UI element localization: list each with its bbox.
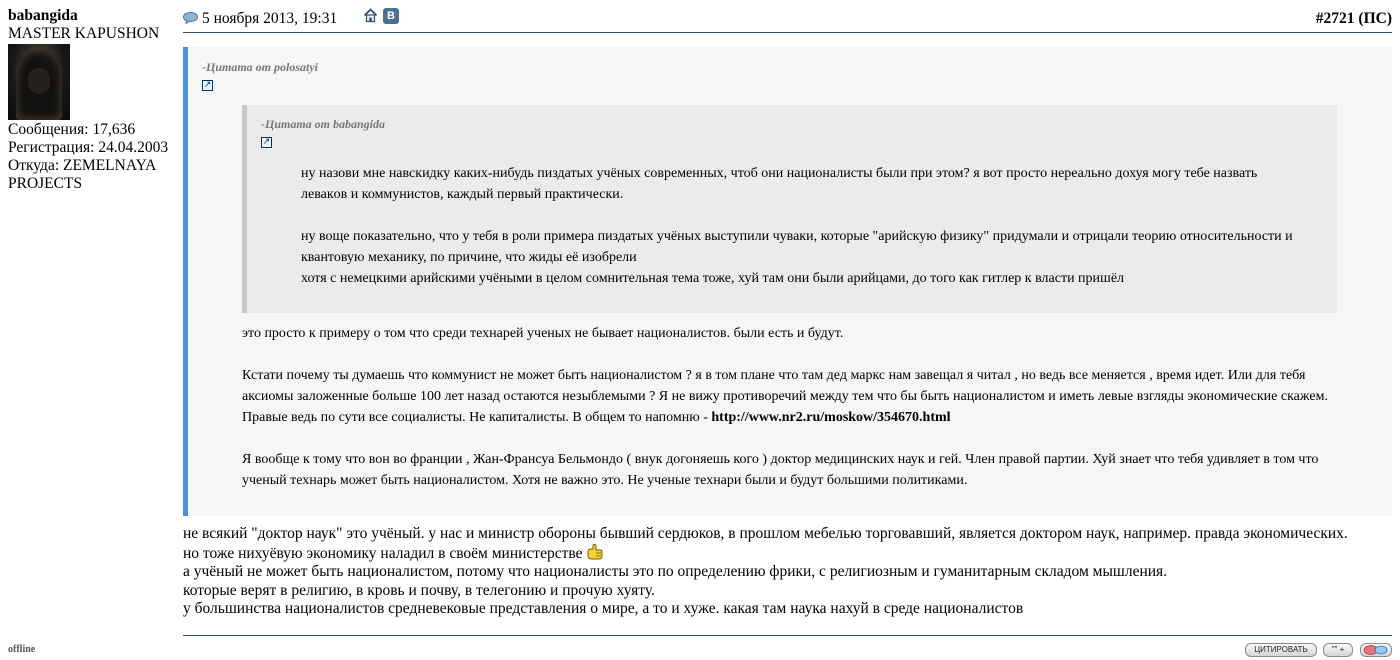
- quote-outer-line: это просто к примеру о том что среди технарей ученых не бывает националистов. были есть и будут.: [242, 326, 844, 341]
- quote-inner-text: [301, 163, 1301, 289]
- post-footer-divider: [183, 635, 1392, 636]
- quote-inner-line: ну воще показательно, что у тебя в роли примера пиздатых учёных выступили чуваки, которые "арийскую физику" придумали и отрицали теорию относительности и квантовую механику, по причине, что жиды её изобрели: [301, 229, 1293, 265]
- quote-inner-line: хотя с немецкими арийскими учёными в целом сомнительная тема тоже, хуй там они были арийцами, до того как гитлер к власти пришёл: [301, 271, 1125, 286]
- user-registration: Регистрация: 24.04.2003: [8, 139, 169, 156]
- vk-icon[interactable]: B: [383, 8, 399, 24]
- avatar[interactable]: [8, 44, 70, 120]
- username-link[interactable]: babangida: [8, 7, 78, 24]
- message-line: которые верят в религию, в кровь и почву, в телегонию и прочую хуяту.: [183, 581, 655, 599]
- post-icon: [183, 12, 198, 24]
- message-line: но тоже нихуёвую экономику наладил в своём министерстве: [183, 544, 1393, 564]
- quote-inner: [242, 105, 1337, 313]
- quote-outer-line: Я вообще к тому что вон во франции , Жан-Франсуа Бельмондо ( внук догоняешь кого ) доктор медицинских наук и гей. Член правой партии. Хуй знает что тебя удивляет в том что ученый технарь может быть националистом. Хотя не важно это. Не ученые технари были и будут большими политиками.: [242, 452, 1319, 488]
- post-suffix: (ПС): [1358, 10, 1392, 27]
- avatar-face-shape: [28, 68, 50, 94]
- post-number[interactable]: [1316, 10, 1392, 28]
- online-status: offline: [8, 644, 36, 655]
- post-message: [183, 525, 1393, 619]
- message-line: не всякий "доктор наук" это учёный. у нас и министр обороны бывший сердюков, в прошлом мебелью торговавший, является доктором наук, например. правда экономических.: [183, 525, 1348, 542]
- quote-outer-text: [242, 323, 1352, 491]
- quote-outer: [183, 47, 1392, 516]
- quote-inner-line: ну назови мне навскидку каких-нибудь пиздатых учёных современных, чтоб они националисты были при этом? я вот просто нереально дохуя могу тебе назвать левакoв и коммунистов, каждый первый практически.: [301, 166, 1258, 202]
- goto-post-icon[interactable]: ↗: [203, 80, 212, 90]
- user-info: [8, 7, 180, 193]
- quote-outer-line: Кстати почему ты думаешь что коммунист не может быть националистом ? я в том плане что там дед маркс нам завещал я читал , но ведь все меняется , время идет. Или для тебя аксиомы заложенные больше 100 лет назад остаются незыблемыми ? Я не вижу противоречий между тем что бы быть националистом и иметь левые взгляды экономические скажем. Правые ведь по сути все социалисты. Не капиталисты. В общем то напомню - http://www.nr2.ru/moskow/354670.html: [242, 368, 1328, 425]
- goto-post-icon-inner[interactable]: ↗: [262, 137, 271, 147]
- multiquote-button[interactable]: "" +: [1323, 643, 1353, 657]
- post-date: 5 ноября 2013, 19:31: [202, 10, 338, 27]
- quote-author-inner: -Цитата от babangida: [261, 117, 386, 131]
- home-icon[interactable]: [363, 8, 378, 23]
- quote-button[interactable]: ЦИТИРОВАТЬ: [1245, 643, 1317, 657]
- post-number-link[interactable]: #2721: [1315, 10, 1355, 27]
- message-line: а учёный не может быть националистом, потому что националисты это по определению фрики, с религиозным и гуманитарным складом мышления.: [183, 563, 1168, 580]
- quick-reply-icon: [1362, 644, 1390, 656]
- user-post-count: Сообщения: 17,636: [8, 121, 136, 138]
- user-location: Откуда: ZEMELNAYA PROJECTS: [8, 157, 156, 192]
- message-line: у большинства националистов средневековые представления о мире, а то и хуже. какая там наука нахуй в среде националистов: [183, 600, 1024, 617]
- post-header: [183, 8, 1392, 33]
- pointing-hand-smiley-icon: [586, 544, 604, 560]
- user-title: MASTER KAPUSHON: [8, 25, 160, 42]
- external-link[interactable]: http://www.nr2.ru/moskow/354670.html: [711, 410, 951, 425]
- quote-author: -Цитата от polosatyi: [202, 60, 319, 74]
